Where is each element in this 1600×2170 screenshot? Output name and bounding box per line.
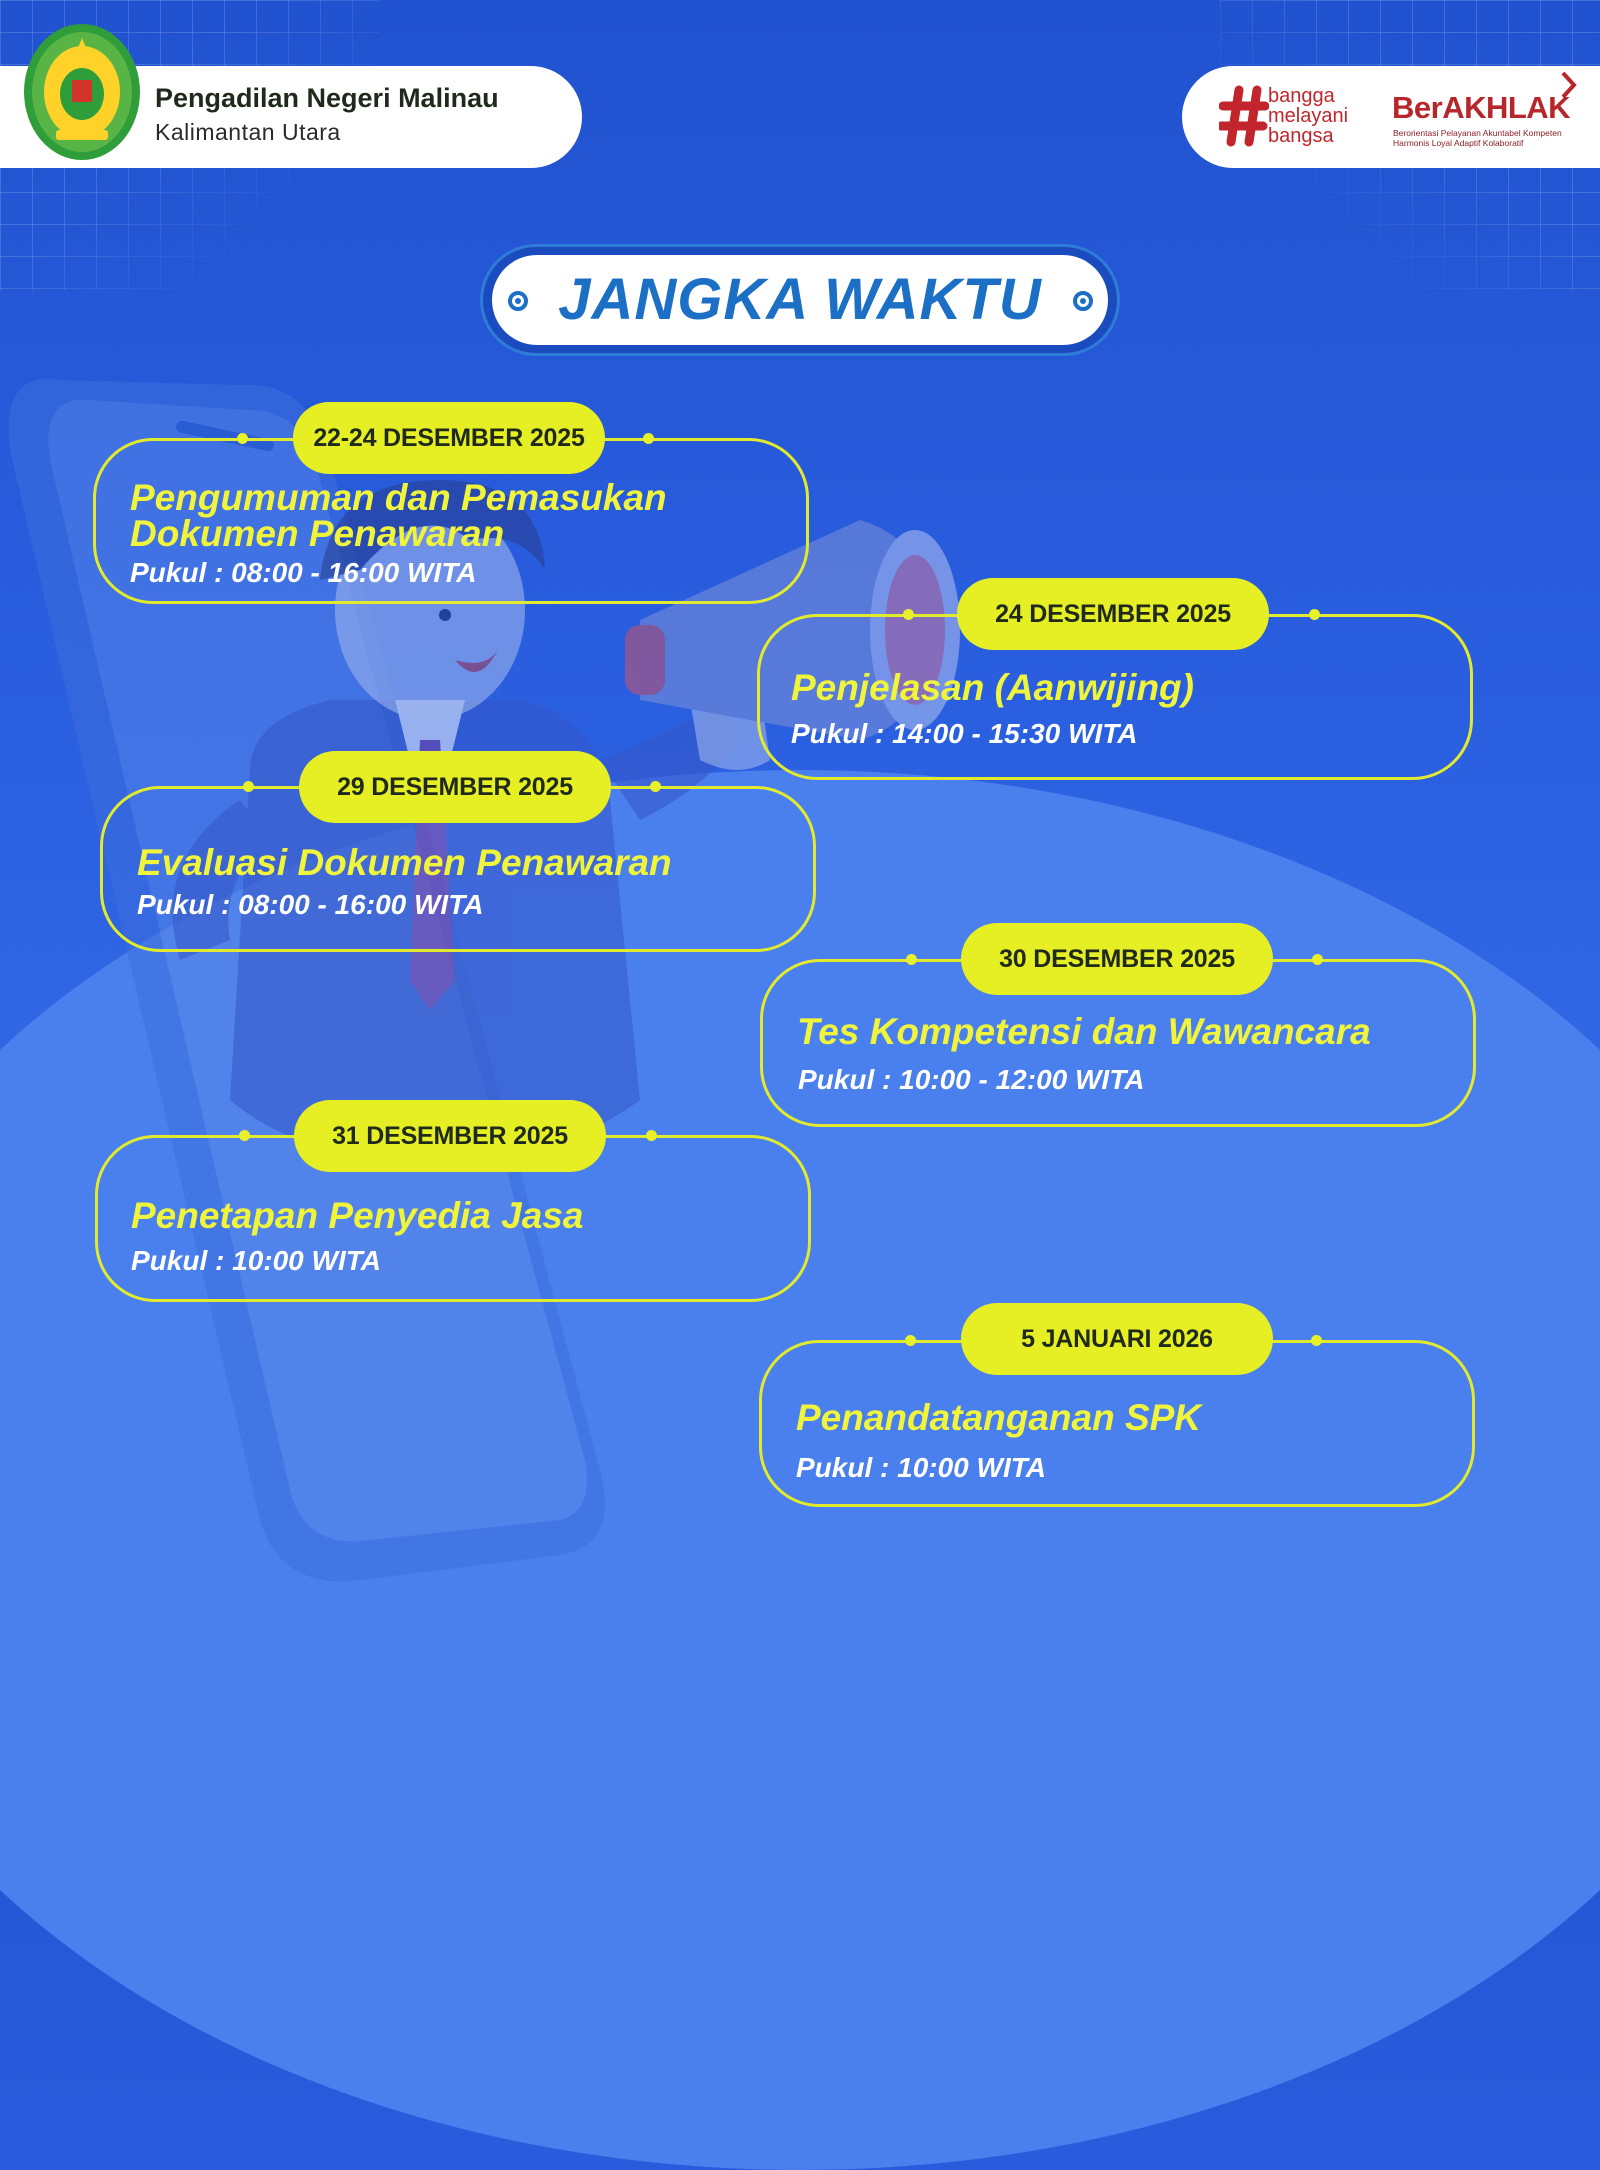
connector-dot — [237, 433, 248, 444]
schedule-time: Pukul : 08:00 - 16:00 WITA — [137, 889, 484, 920]
schedule-title-line: Penetapan Penyedia Jasa — [131, 1195, 584, 1236]
berakhlak-logo: BerAKHLAK — [1392, 90, 1571, 125]
schedule-title — [797, 1011, 1371, 1052]
connector-dot — [906, 954, 917, 965]
schedule-time: Pukul : 10:00 WITA — [796, 1452, 1046, 1483]
date-badge: 29 DESEMBER 2025 — [299, 751, 611, 823]
connector-dot — [646, 1130, 657, 1141]
schedule-title-line: Penjelasan (Aanwijing) — [791, 667, 1194, 708]
hashtag-icon — [1219, 84, 1269, 148]
schedule-time: Pukul : 10:00 WITA — [131, 1245, 381, 1276]
schedule-title — [130, 477, 667, 554]
schedule-title — [131, 1195, 584, 1236]
date-badge: 22-24 DESEMBER 2025 — [293, 402, 605, 474]
schedule-time: Pukul : 14:00 - 15:30 WITA — [791, 718, 1138, 749]
berakhlak-tagline: Berorientasi Pelayanan Akuntabel Kompeten Harmonis Loyal Adaptif Kolaboratif — [1393, 128, 1562, 148]
connector-dot — [1309, 609, 1320, 620]
schedule-title — [791, 667, 1194, 708]
bangga-word-2: melayani — [1268, 105, 1349, 127]
connector-dot — [903, 609, 914, 620]
date-badge: 24 DESEMBER 2025 — [957, 578, 1269, 650]
bangga-word-1: bangga — [1268, 85, 1335, 107]
chevron-right-icon — [1560, 70, 1578, 100]
connector-dot — [243, 781, 254, 792]
schedule-title-line: Dokumen Penawaran — [130, 513, 505, 554]
date-badge: 30 DESEMBER 2025 — [961, 923, 1273, 995]
institution-region: Kalimantan Utara — [155, 119, 341, 145]
date-badge: 5 JANUARI 2026 — [961, 1303, 1273, 1375]
schedule-title-line: Pengumuman dan Pemasukan — [130, 477, 667, 518]
connector-dot — [905, 1335, 916, 1346]
connector-dot — [1312, 954, 1323, 965]
schedule-title — [796, 1397, 1202, 1438]
bangga-word-3: bangsa — [1268, 125, 1334, 147]
connector-dot — [650, 781, 661, 792]
schedule-time: Pukul : 10:00 - 12:00 WITA — [798, 1064, 1145, 1095]
page-title: JANGKA WAKTU — [558, 267, 1042, 332]
court-seal-logo — [22, 22, 142, 162]
schedule-time: Pukul : 08:00 - 16:00 WITA — [130, 557, 477, 588]
schedule-title — [137, 842, 672, 883]
connector-dot — [239, 1130, 250, 1141]
schedule-title-line: Evaluasi Dokumen Penawaran — [137, 842, 672, 883]
date-badge: 31 DESEMBER 2025 — [294, 1100, 606, 1172]
bangga-melayani-bangsa-logo — [1268, 86, 1348, 146]
schedule-title-line: Penandatanganan SPK — [796, 1397, 1202, 1438]
connector-dot — [1311, 1335, 1322, 1346]
connector-dot — [643, 433, 654, 444]
schedule-title-line: Tes Kompetensi dan Wawancara — [797, 1011, 1371, 1052]
institution-name: Pengadilan Negeri Malinau — [155, 83, 499, 113]
